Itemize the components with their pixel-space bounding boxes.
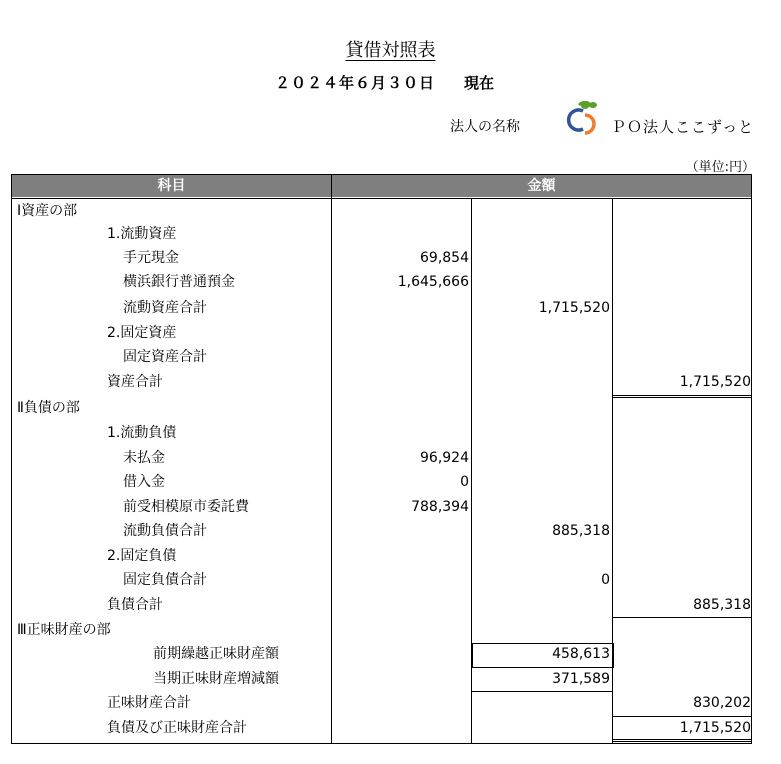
unit-label: （単位:円） (685, 160, 755, 175)
amount-col-2: 885,318 (552, 523, 610, 539)
row-label: 1.流動資産 (107, 226, 177, 242)
amount-col-3: 1,715,520 (679, 374, 751, 390)
header-amount: 金額 (332, 175, 751, 197)
row-label: 流動負債合計 (123, 523, 207, 539)
page-title: 貸借対照表 (345, 40, 436, 61)
amount-col-2: 371,589 (552, 671, 610, 687)
amount-col-3: 830,202 (693, 695, 751, 711)
amount-col-1: 69,854 (420, 250, 469, 266)
amount-col-1: 96,924 (420, 450, 469, 466)
header-subject: 科目 (12, 175, 331, 197)
row-label: 手元現金 (123, 250, 179, 266)
as-of-label: 現在 (464, 74, 495, 92)
amount-col-1: 788,394 (411, 499, 469, 515)
amount-col-2: 458,613 (552, 646, 610, 662)
amount-col-2: 1,715,520 (538, 300, 610, 316)
grand-total-double-rule (613, 739, 752, 742)
row-label: 前期繰越正味財産額 (153, 646, 279, 662)
amount-col-3: 885,318 (693, 597, 751, 613)
row-label: Ⅲ正味財産の部 (17, 622, 111, 638)
corp-name: ＰＯ法人ここずっと (611, 118, 755, 136)
corp-name-label: 法人の名称 (450, 119, 520, 135)
row-label: 1.流動負債 (107, 425, 177, 441)
amount-col-2: 0 (601, 572, 610, 588)
row-label: 固定負債合計 (123, 572, 207, 588)
total-liabilities-rule (613, 617, 752, 618)
row-label: 未払金 (123, 450, 165, 466)
row-label: 流動資産合計 (123, 300, 207, 316)
row-label: 当期正味財産増減額 (153, 671, 279, 687)
row-label: 2.固定負債 (107, 548, 177, 564)
net-change-rule (472, 691, 612, 692)
row-label: 借入金 (123, 474, 165, 490)
header-divider (11, 198, 752, 199)
row-label: Ⅰ資産の部 (17, 203, 78, 219)
row-label: 負債合計 (107, 597, 163, 613)
row-label: 負債及び正味財産合計 (107, 720, 247, 736)
total-assets-double-rule (613, 395, 752, 398)
row-label: 正味財産合計 (107, 695, 191, 711)
row-label: 横浜銀行普通預金 (123, 274, 235, 290)
row-label: 資産合計 (107, 374, 163, 390)
amount-col-1: 1,645,666 (397, 274, 469, 290)
row-label: 前受相模原市委託費 (123, 499, 249, 515)
col-divider-1 (331, 174, 332, 744)
report-date: ２０２４年６月３０日 (275, 74, 436, 92)
row-label: Ⅱ負債の部 (17, 400, 80, 416)
corp-logo-icon (563, 101, 605, 139)
row-label: 固定資産合計 (123, 349, 207, 365)
amount-col-3: 1,715,520 (679, 720, 751, 736)
row-label: 2.固定資産 (107, 325, 177, 341)
amount-col-1: 0 (460, 474, 469, 490)
